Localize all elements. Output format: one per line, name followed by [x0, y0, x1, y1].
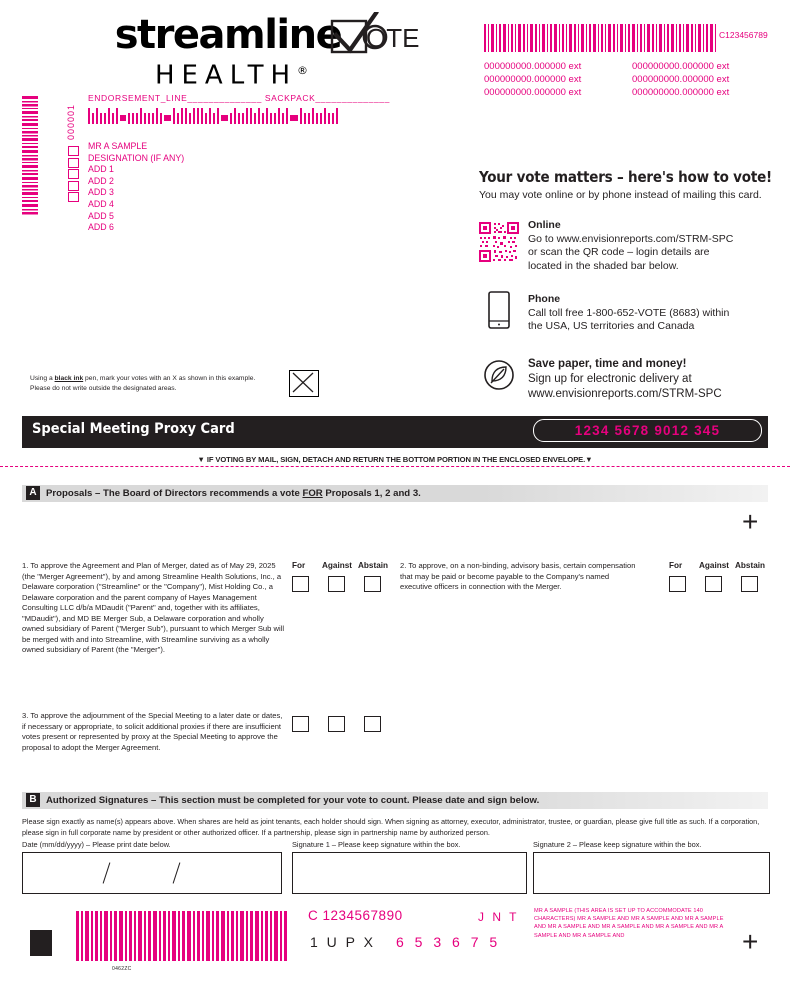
proposal-1-against-checkbox[interactable] [328, 576, 345, 592]
save-paper-line: Sign up for electronic delivery at [528, 372, 692, 385]
proposal-3-abstain-checkbox[interactable] [364, 716, 381, 732]
sequence-number: 000001 [66, 103, 76, 140]
proposal-3 [22, 711, 284, 753]
registration-plus-mark: + [742, 506, 759, 537]
signature1-label: Signature 1 – Please keep signature within the box. [292, 840, 461, 849]
col-for: For [292, 561, 306, 570]
proposal-2-for-checkbox[interactable] [669, 576, 686, 592]
address-line: MR A SAMPLE [88, 141, 148, 151]
customer-number: C123456789 [719, 30, 768, 40]
online-line: located in the shaded bar below. [528, 259, 679, 272]
address-line: ADD 3 [88, 187, 114, 198]
ext-value: 000000000.000000 ext [632, 74, 730, 85]
footer-barcode [76, 911, 291, 961]
signature2-input-box[interactable] [533, 852, 770, 894]
section-a-letter: A [26, 486, 40, 500]
address-line: ADD 5 [88, 210, 114, 221]
address-line: ADD 2 [88, 175, 114, 186]
online-vote-method [528, 219, 733, 273]
section-b-heading: Authorized Signatures – This section must be completed for your vote to count. Please date and sign below. [46, 795, 540, 806]
proposal-3-against-checkbox[interactable] [328, 716, 345, 732]
endorsement-line: ENDORSEMENT_LINE______________ SACKPACK______________ [88, 93, 390, 103]
online-line: Go to www.envisionreports.com/STRM-SPC [528, 232, 734, 245]
section-a-heading: Proposals – The Board of Directors recommends a vote FOR Proposals 1, 2 and 3. [46, 488, 421, 499]
online-heading: Online [528, 219, 561, 231]
col-for: For [669, 561, 683, 570]
ext-row [484, 73, 784, 86]
col-abstain: Abstain [358, 561, 389, 570]
proposal-3-text: To approve the adjournment of the Special Meeting to a later date or dates, if necessary or appropriate, to solicit additional proxies if there are insufficient votes present or represented by proxy at the Special Meeting to approve the proposal to adopt the Merger Agreement. [22, 711, 283, 752]
proposal-1-text: To approve the Agreement and Plan of Merger, dated as of May 29, 2025 (the "Merger Agreement"), by and among Streamline Health Solutions, Inc., a Delaware corporation ("Streamline" or the "Company"), Mist Holding Co., a Delaware corporation and the parent company of Hayes Management Consulting LLC d/b/a MDaudit ("Parent" and, together with its affiliates, "MDaudit"), and MD BE Merger Sub, a Delaware corporation and wholly owned subsidiary of Parent ("Merger Sub"), pursuant to which Merger Sub will be merged with and into Streamline, with Streamline surviving as a wholly owned subsidiary of Parent (the "Merger"). [22, 561, 285, 655]
online-line: or scan the QR code – login details are [528, 246, 710, 259]
vertical-barcode [22, 96, 38, 216]
section-b-letter: B [26, 793, 40, 807]
mailing-address [88, 141, 184, 234]
date-input-box[interactable] [22, 852, 282, 894]
vote-methods-title: Your vote matters – here's how to vote! [479, 168, 772, 186]
proposal-2-number: 2. [400, 561, 407, 570]
control-number-badge [533, 419, 762, 442]
ext-value: 000000000.000000 ext [632, 87, 730, 98]
ink-line-2: Please do not write outside the designated areas. [30, 384, 177, 392]
ink-line-1: Using a black ink pen, mark your votes with an X as shown in this example. [30, 375, 256, 382]
col-against: Against [699, 561, 730, 570]
phone-line: Call toll free 1-800-652-VOTE (8683) within [528, 306, 730, 319]
example-x-box [289, 370, 319, 397]
signature-instructions: Please sign exactly as name(s) appears above. When shares are held as joint tenants, each holder should sign. When signing as attorney, executor, administrator, trustee, or guardian, please give full title as such. If a corporation, please sign in full corporate name by president or other authorized officer. If a partnership, please sign in partnership name by authorized person. [22, 817, 760, 837]
leaf-icon [479, 355, 519, 395]
top-barcode [484, 24, 734, 52]
address-line: ADD 6 [88, 222, 114, 233]
control-number: 1234 5678 9012 345 [574, 423, 721, 438]
save-paper-heading: Save paper, time and money! [528, 358, 687, 370]
footer-code: C 1234567890 [308, 908, 403, 923]
phone-heading: Phone [528, 293, 561, 305]
proposal-2 [400, 561, 640, 593]
detach-notice: ▼ IF VOTING BY MAIL, SIGN, DETACH AND RETURN THE BOTTOM PORTION IN THE ENCLOSED ENVELOPE.▼ [197, 455, 593, 464]
proposal-1-abstain-checkbox[interactable] [364, 576, 381, 592]
svg-text:OTE: OTE [366, 23, 420, 53]
signature1-input-box[interactable] [292, 852, 527, 894]
ext-value: 000000000.000000 ext [632, 61, 730, 72]
registration-plus-mark-bottom: + [742, 926, 759, 957]
proposal-2-abstain-checkbox[interactable] [741, 576, 758, 592]
proposal-1-for-checkbox[interactable] [292, 576, 309, 592]
date-slash-2 [173, 862, 181, 883]
ink-instructions [30, 374, 255, 393]
address-line: DESIGNATION (IF ANY) [88, 152, 185, 163]
proposal-1-number: 1. [22, 561, 29, 570]
vote-checkmark-logo [330, 12, 426, 60]
address-line: ADD 1 [88, 164, 114, 175]
ext-value: 000000000.000000 ext [484, 74, 582, 85]
page-title: Special Meeting Proxy Card [32, 421, 235, 437]
logo-streamline-text: streamline [114, 12, 342, 58]
proposal-1 [22, 561, 284, 656]
proposal-2-text: To approve, on a non-binding, advisory basis, certain compensation that may be paid or become payable to the Company's named executive officers in connection with the Merger. [400, 561, 636, 592]
proposal-3-number: 3. [22, 711, 29, 720]
title-underbar [22, 443, 768, 448]
proposal-3-for-checkbox[interactable] [292, 716, 309, 732]
footer-jnt: J N T [478, 910, 519, 924]
date-slash-1 [103, 862, 111, 883]
footer-upx: 1 U P X [310, 934, 376, 950]
mailer-marker-boxes [68, 146, 79, 204]
save-paper-line: www.envisionreports.com/STRM-SPC [528, 387, 722, 400]
footer-form-code: 0462ZC [112, 966, 132, 972]
ext-value: 000000000.000000 ext [484, 87, 582, 98]
alignment-block-mark [30, 930, 52, 956]
phone-icon [479, 290, 519, 330]
ext-row [484, 60, 784, 73]
footer-number: 6 5 3 6 7 5 [396, 934, 501, 950]
address-line: ADD 4 [88, 198, 114, 209]
col-abstain: Abstain [735, 561, 766, 570]
ext-row [484, 86, 784, 99]
col-against: Against [322, 561, 353, 570]
logo-health-text: HEALTH® [154, 60, 309, 91]
phone-vote-method [528, 293, 729, 334]
proposal-2-against-checkbox[interactable] [705, 576, 722, 592]
date-label: Date (mm/dd/yyyy) – Please print date below. [22, 840, 171, 849]
signature2-label: Signature 2 – Please keep signature within the box. [533, 840, 702, 849]
ext-value: 000000000.000000 ext [484, 61, 582, 72]
vote-methods-subtitle: You may vote online or by phone instead of mailing this card. [479, 189, 762, 201]
qr-code-icon [479, 222, 519, 262]
postal-barcode [88, 108, 352, 124]
phone-line: the USA, US territories and Canada [528, 320, 695, 333]
perforation-line [0, 466, 790, 467]
top-barcode-block [484, 24, 784, 99]
electronic-delivery-method [528, 358, 722, 402]
footer-sample-text: MR A SAMPLE (THIS AREA IS SET UP TO ACCOMMODATE 140 CHARACTERS) MR A SAMPLE AND MR A SAMPLE AND MR A SAMPLE AND MR A SAMPLE AND MR A SAMPLE AND MR A SAMPLE AND MR A SAMPLE AND MR A SAMPLE AND [534, 908, 724, 939]
